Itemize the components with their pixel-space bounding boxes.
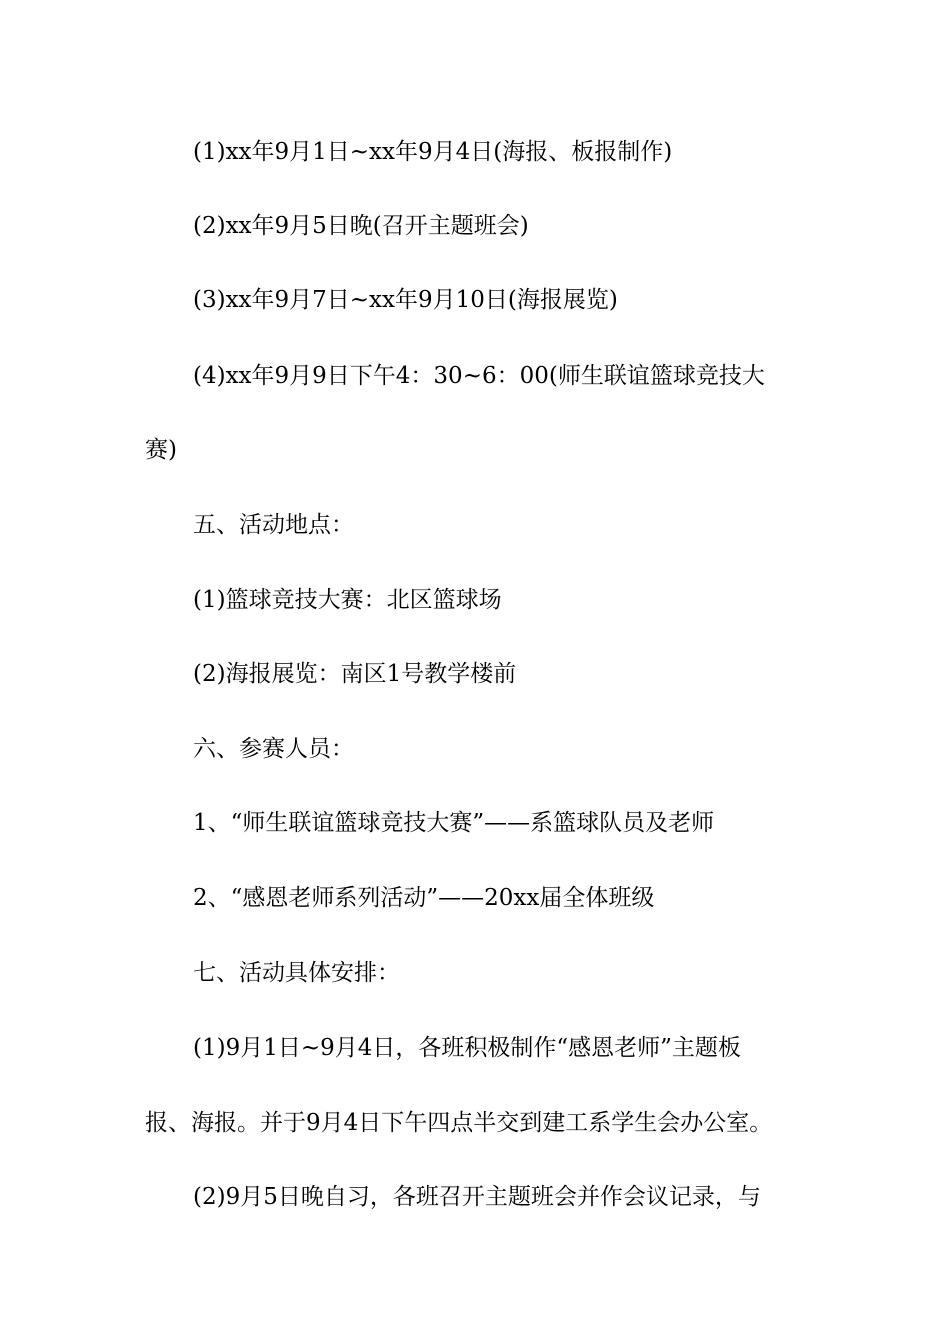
arrangement-item-1: (1)9月1日~9月4日，各班积极制作“感恩老师”主题板 (193, 1035, 741, 1061)
participants-item-2: 2、“感恩老师系列活动”——20xx届全体班级 (193, 885, 655, 911)
schedule-item-2: (2)xx年9月5日晚(召开主题班会) (193, 213, 529, 239)
schedule-item-4-continued: 赛) (145, 437, 177, 463)
section-heading-location: 五、活动地点： (193, 512, 354, 538)
location-item-1: (1)篮球竞技大赛：北区篮球场 (193, 587, 502, 613)
location-item-2: (2)海报展览：南区1号教学楼前 (193, 661, 517, 687)
section-heading-arrangement: 七、活动具体安排： (193, 960, 400, 986)
section-heading-participants: 六、参赛人员： (193, 736, 354, 762)
participants-item-1: 1、“师生联谊篮球竞技大赛”——系篮球队员及老师 (193, 810, 715, 836)
arrangement-item-2: (2)9月5日晚自习，各班召开主题班会并作会议记录，与 (193, 1184, 761, 1210)
schedule-item-4: (4)xx年9月9日下午4：30~6：00(师生联谊篮球竞技大 (193, 363, 765, 389)
schedule-item-3: (3)xx年9月7日~xx年9月10日(海报展览) (193, 287, 618, 313)
schedule-item-1: (1)xx年9月1日~xx年9月4日(海报、板报制作) (193, 139, 673, 165)
arrangement-item-1-continued: 报、海报。并于9月4日下午四点半交到建工系学生会办公室。 (145, 1110, 773, 1136)
